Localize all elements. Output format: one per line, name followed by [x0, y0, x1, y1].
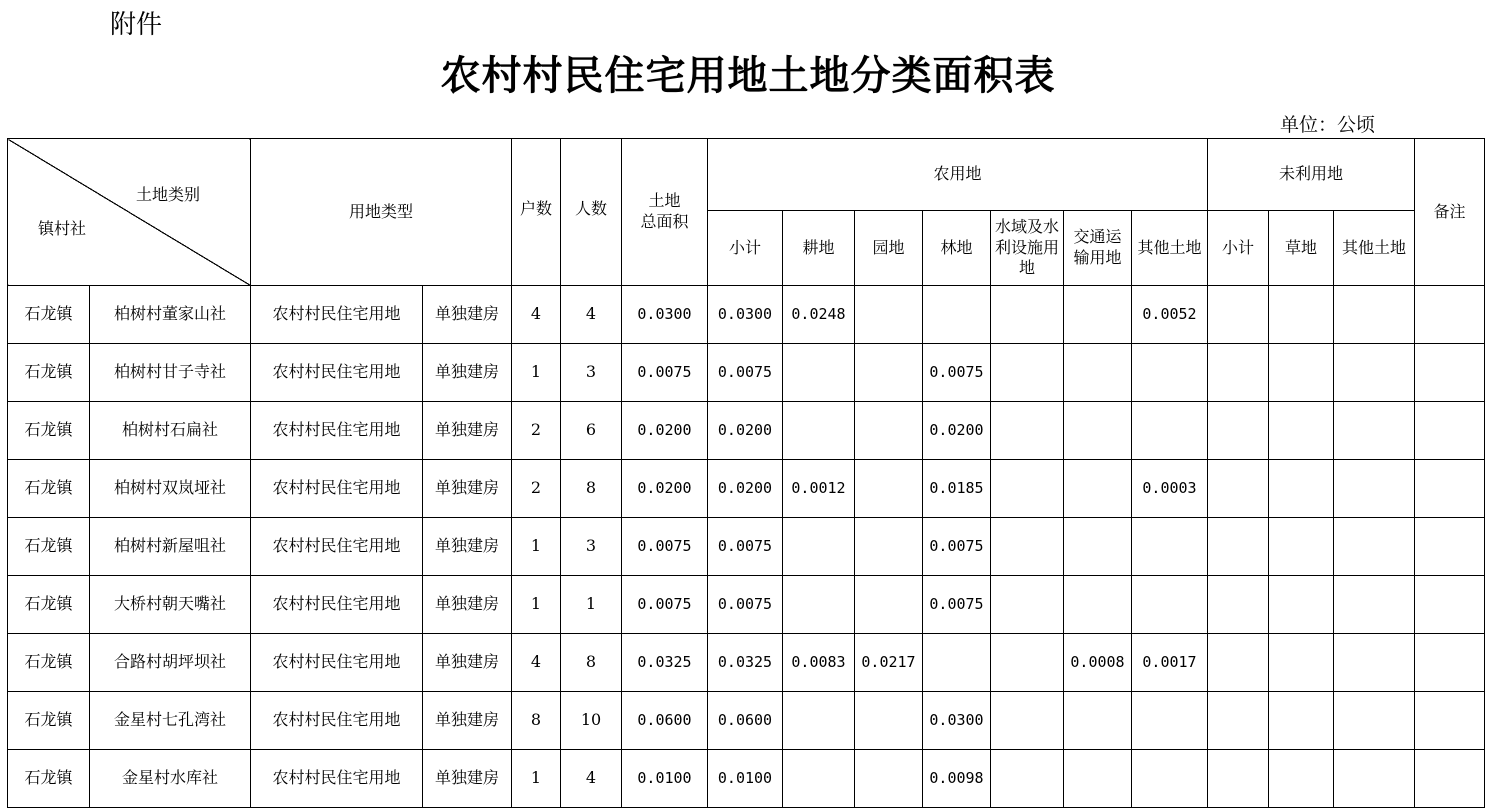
water-header: 水域及水利设施用地 [991, 211, 1064, 286]
town-cell: 石龙镇 [8, 692, 90, 750]
households-cell: 4 [512, 286, 561, 344]
garden-cell: 0.0217 [855, 634, 923, 692]
agri-subtotal-cell: 0.0325 [708, 634, 783, 692]
garden-cell [855, 460, 923, 518]
table-row [8, 750, 1485, 808]
unused-subtotal-cell [1208, 460, 1269, 518]
build-type-cell: 单独建房 [423, 286, 512, 344]
remarks-cell [1415, 460, 1485, 518]
land-use-cell: 农村村民住宅用地 [251, 344, 423, 402]
transport-cell [1064, 518, 1132, 576]
village-cell: 柏树村新屋咀社 [90, 518, 251, 576]
unit-label: 单位：公顷 [1280, 114, 1376, 136]
unused-subtotal-cell [1208, 518, 1269, 576]
unused-other-cell [1334, 344, 1415, 402]
households-cell: 2 [512, 402, 561, 460]
town-cell: 石龙镇 [8, 576, 90, 634]
grassland-cell [1269, 402, 1334, 460]
agri-land-header: 农用地 [708, 139, 1208, 211]
land-area-table [7, 138, 1485, 808]
unused-other-cell [1334, 692, 1415, 750]
table-row [8, 286, 1485, 344]
village-cell: 柏树村双岚垭社 [90, 460, 251, 518]
water-cell [991, 460, 1064, 518]
total-area-cell: 0.0200 [622, 460, 708, 518]
table-row [8, 460, 1485, 518]
water-cell [991, 750, 1064, 808]
water-cell [991, 576, 1064, 634]
village-cell: 柏树村董家山社 [90, 286, 251, 344]
town-cell: 石龙镇 [8, 286, 90, 344]
farmland-cell: 0.0083 [783, 634, 855, 692]
people-cell: 4 [561, 750, 622, 808]
unused-other-cell [1334, 634, 1415, 692]
land-use-cell: 农村村民住宅用地 [251, 402, 423, 460]
forest-cell: 0.0300 [923, 692, 991, 750]
agri-subtotal-cell: 0.0075 [708, 518, 783, 576]
grassland-cell [1269, 286, 1334, 344]
water-cell [991, 344, 1064, 402]
grassland-cell [1269, 460, 1334, 518]
build-type-cell: 单独建房 [423, 518, 512, 576]
total-area-header [622, 139, 708, 286]
grassland-cell [1269, 344, 1334, 402]
people-cell: 8 [561, 460, 622, 518]
unused-other-cell [1334, 402, 1415, 460]
build-type-cell: 单独建房 [423, 576, 512, 634]
transport-cell [1064, 692, 1132, 750]
households-cell: 1 [512, 750, 561, 808]
forest-cell: 0.0075 [923, 344, 991, 402]
town-cell: 石龙镇 [8, 344, 90, 402]
garden-cell [855, 402, 923, 460]
land-use-cell: 农村村民住宅用地 [251, 634, 423, 692]
transport-cell [1064, 286, 1132, 344]
land-use-cell: 农村村民住宅用地 [251, 460, 423, 518]
transport-cell [1064, 576, 1132, 634]
total-area-cell: 0.0300 [622, 286, 708, 344]
town-village-header: 镇村社 [38, 219, 87, 238]
households-cell: 1 [512, 518, 561, 576]
agri-other-cell [1132, 344, 1208, 402]
town-cell: 石龙镇 [8, 402, 90, 460]
village-cell: 合路村胡坪坝社 [90, 634, 251, 692]
table-row [8, 634, 1485, 692]
build-type-cell: 单独建房 [423, 634, 512, 692]
total-area-cell: 0.0600 [622, 692, 708, 750]
total-area-cell: 0.0200 [622, 402, 708, 460]
village-cell: 柏树村石扁社 [90, 402, 251, 460]
unused-subtotal-cell [1208, 634, 1269, 692]
agri-subtotal-cell: 0.0200 [708, 402, 783, 460]
land-use-cell: 农村村民住宅用地 [251, 576, 423, 634]
garden-cell [855, 576, 923, 634]
water-cell [991, 518, 1064, 576]
garden-cell [855, 286, 923, 344]
build-type-cell: 单独建房 [423, 750, 512, 808]
agri-other-cell [1132, 692, 1208, 750]
town-cell: 石龙镇 [8, 460, 90, 518]
agri-subtotal-cell: 0.0075 [708, 344, 783, 402]
remarks-header: 备注 [1415, 139, 1485, 286]
land-use-cell: 农村村民住宅用地 [251, 692, 423, 750]
remarks-cell [1415, 692, 1485, 750]
forest-cell [923, 286, 991, 344]
total-area-cell: 0.0075 [622, 344, 708, 402]
village-cell: 大桥村朝天嘴社 [90, 576, 251, 634]
agri-other-cell [1132, 518, 1208, 576]
transport-cell [1064, 750, 1132, 808]
water-cell [991, 286, 1064, 344]
water-cell [991, 692, 1064, 750]
table-row [8, 576, 1485, 634]
garden-cell [855, 344, 923, 402]
page-title: 农村村民住宅用地土地分类面积表 [440, 53, 1056, 99]
people-cell: 6 [561, 402, 622, 460]
remarks-cell [1415, 402, 1485, 460]
farmland-cell [783, 692, 855, 750]
agri-other-header: 其他土地 [1132, 211, 1208, 286]
people-cell: 10 [561, 692, 622, 750]
total-area-cell: 0.0325 [622, 634, 708, 692]
transport-header: 交通运输用地 [1064, 211, 1132, 286]
farmland-cell [783, 576, 855, 634]
people-cell: 3 [561, 518, 622, 576]
remarks-cell [1415, 518, 1485, 576]
grassland-cell [1269, 634, 1334, 692]
land-use-cell: 农村村民住宅用地 [251, 518, 423, 576]
households-header: 户数 [512, 139, 561, 286]
unused-subtotal-header: 小计 [1208, 211, 1269, 286]
households-cell: 1 [512, 576, 561, 634]
agri-other-cell: 0.0003 [1132, 460, 1208, 518]
agri-other-cell: 0.0052 [1132, 286, 1208, 344]
build-type-cell: 单独建房 [423, 460, 512, 518]
table-body [8, 286, 1485, 808]
farmland-cell: 0.0248 [783, 286, 855, 344]
diagonal-header-cell [8, 139, 251, 286]
village-cell: 金星村水库社 [90, 750, 251, 808]
agri-subtotal-cell: 0.0600 [708, 692, 783, 750]
town-cell: 石龙镇 [8, 634, 90, 692]
unused-other-cell [1334, 750, 1415, 808]
households-cell: 4 [512, 634, 561, 692]
land-use-cell: 农村村民住宅用地 [251, 750, 423, 808]
table-row [8, 692, 1485, 750]
water-cell [991, 634, 1064, 692]
total-area-cell: 0.0075 [622, 576, 708, 634]
remarks-cell [1415, 634, 1485, 692]
unused-other-cell [1334, 518, 1415, 576]
total-area-header-line2: 总面积 [640, 212, 689, 231]
transport-cell [1064, 402, 1132, 460]
water-cell [991, 402, 1064, 460]
agri-subtotal-cell: 0.0300 [708, 286, 783, 344]
land-type-header: 用地类型 [251, 139, 512, 286]
farmland-cell [783, 518, 855, 576]
table-row [8, 402, 1485, 460]
agri-subtotal-cell: 0.0200 [708, 460, 783, 518]
grassland-cell [1269, 576, 1334, 634]
unused-subtotal-cell [1208, 286, 1269, 344]
transport-cell [1064, 460, 1132, 518]
town-cell: 石龙镇 [8, 750, 90, 808]
people-cell: 1 [561, 576, 622, 634]
unused-other-cell [1334, 460, 1415, 518]
households-cell: 8 [512, 692, 561, 750]
unused-subtotal-cell [1208, 344, 1269, 402]
agri-subtotal-header: 小计 [708, 211, 783, 286]
unused-land-header: 未利用地 [1208, 139, 1415, 211]
forest-cell: 0.0185 [923, 460, 991, 518]
unused-subtotal-cell [1208, 576, 1269, 634]
farmland-cell [783, 750, 855, 808]
forest-cell: 0.0075 [923, 576, 991, 634]
total-area-cell: 0.0100 [622, 750, 708, 808]
build-type-cell: 单独建房 [423, 402, 512, 460]
village-cell: 柏树村甘子寺社 [90, 344, 251, 402]
people-header: 人数 [561, 139, 622, 286]
remarks-cell [1415, 576, 1485, 634]
people-cell: 8 [561, 634, 622, 692]
grassland-cell [1269, 750, 1334, 808]
unused-other-cell [1334, 576, 1415, 634]
farmland-cell: 0.0012 [783, 460, 855, 518]
transport-cell [1064, 344, 1132, 402]
farmland-cell [783, 344, 855, 402]
village-cell: 金星村七孔湾社 [90, 692, 251, 750]
households-cell: 1 [512, 344, 561, 402]
forest-header: 林地 [923, 211, 991, 286]
remarks-cell [1415, 286, 1485, 344]
total-area-header-line1: 土地 [648, 191, 681, 211]
agri-other-cell [1132, 750, 1208, 808]
people-cell: 4 [561, 286, 622, 344]
farmland-cell [783, 402, 855, 460]
grassland-cell [1269, 518, 1334, 576]
land-use-cell: 农村村民住宅用地 [251, 286, 423, 344]
garden-header: 园地 [855, 211, 923, 286]
agri-other-cell: 0.0017 [1132, 634, 1208, 692]
transport-cell: 0.0008 [1064, 634, 1132, 692]
table-row [8, 344, 1485, 402]
remarks-cell [1415, 344, 1485, 402]
unused-subtotal-cell [1208, 692, 1269, 750]
garden-cell [855, 518, 923, 576]
agri-subtotal-cell: 0.0075 [708, 576, 783, 634]
build-type-cell: 单独建房 [423, 692, 512, 750]
remarks-cell [1415, 750, 1485, 808]
agri-other-cell [1132, 576, 1208, 634]
annex-label: 附件 [110, 10, 163, 40]
grassland-header: 草地 [1269, 211, 1334, 286]
farmland-header: 耕地 [783, 211, 855, 286]
grassland-cell [1269, 692, 1334, 750]
unused-subtotal-cell [1208, 750, 1269, 808]
forest-cell: 0.0098 [923, 750, 991, 808]
unused-subtotal-cell [1208, 402, 1269, 460]
table-row [8, 518, 1485, 576]
unused-other-header: 其他土地 [1334, 211, 1415, 286]
households-cell: 2 [512, 460, 561, 518]
land-category-header: 土地类别 [136, 185, 201, 204]
forest-cell [923, 634, 991, 692]
town-cell: 石龙镇 [8, 518, 90, 576]
people-cell: 3 [561, 344, 622, 402]
forest-cell: 0.0075 [923, 518, 991, 576]
agri-subtotal-cell: 0.0100 [708, 750, 783, 808]
total-area-cell: 0.0075 [622, 518, 708, 576]
forest-cell: 0.0200 [923, 402, 991, 460]
garden-cell [855, 692, 923, 750]
unused-other-cell [1334, 286, 1415, 344]
build-type-cell: 单独建房 [423, 344, 512, 402]
garden-cell [855, 750, 923, 808]
agri-other-cell [1132, 402, 1208, 460]
